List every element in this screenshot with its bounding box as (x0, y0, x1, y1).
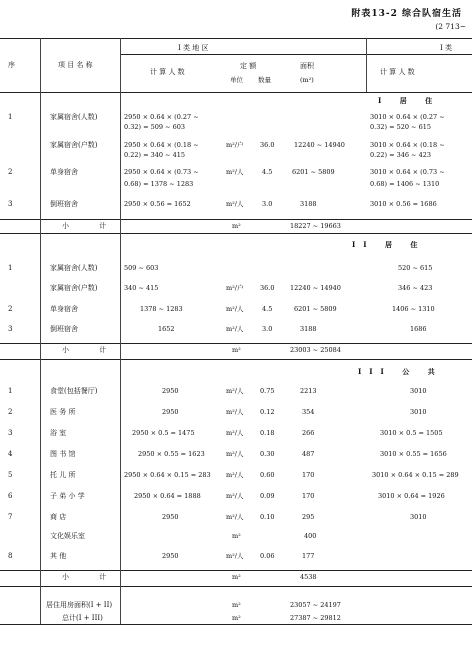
row-calc-a: 2950 × 0.55 = 1623 (138, 450, 205, 458)
row-qty: 0.09 (260, 492, 275, 500)
section-3-title: III 公 共 (358, 367, 443, 376)
subtotal-area: 23003 ~ 25084 (290, 346, 341, 354)
row-item: 食堂(包括餐厅) (50, 387, 98, 395)
row-area: 487 (302, 450, 315, 458)
section-2-title: II 居 住 (352, 240, 426, 249)
row-calc-b: 3010 × 0.64 = 1926 (378, 492, 445, 500)
row-calc-b-2: 0.68) = 1406 ~ 1310 (370, 180, 440, 188)
row-qty: 0.30 (260, 450, 275, 458)
row-seq: 3 (8, 429, 13, 437)
row-unit: m²/人 (226, 471, 244, 479)
row-item: 托 儿 所 (50, 471, 76, 479)
row-qty: 4.5 (262, 305, 273, 313)
row-calc-b: 3010 × 0.5 = 1505 (380, 429, 443, 437)
row-seq: 4 (8, 450, 13, 458)
row-calc-a: 2950 × 0.64 × (0.27 ~ (124, 113, 199, 121)
subtotal-label: 小 计 (62, 222, 121, 230)
row-unit: m²/人 (226, 513, 244, 521)
row-calc-a: 2950 × 0.5 = 1475 (132, 429, 195, 437)
total-label-1: 居住用房面积(I + II) (46, 601, 113, 609)
row-qty: 0.10 (260, 513, 275, 521)
row-calc-a: 1378 ~ 1283 (140, 305, 183, 313)
row-calc-b: 3010 (410, 513, 427, 521)
row-area: 2213 (300, 387, 317, 395)
col-rule-2 (120, 38, 121, 624)
row-unit: m²/人 (226, 200, 244, 208)
row-qty: 4.5 (262, 168, 273, 176)
row-calc-a: 2950 × 0.64 × (0.18 ~ (124, 141, 199, 149)
row-qty: 0.06 (260, 552, 275, 560)
total-unit-1: m² (232, 601, 241, 609)
row-calc-b-2: 0.22) = 346 ~ 423 (370, 151, 431, 159)
col-rule-1 (40, 38, 41, 624)
row-seq: 2 (8, 168, 13, 176)
row-unit: m²/人 (226, 408, 244, 416)
row-item: 浴 室 (50, 429, 67, 437)
row-area: 170 (302, 492, 315, 500)
subtotal-unit: m² (232, 222, 241, 230)
row-unit: m² (232, 532, 241, 540)
row-area: 12240 ~ 14940 (294, 141, 345, 149)
row-seq: 3 (8, 200, 13, 208)
row-qty: 0.12 (260, 408, 275, 416)
subtotal-rule-1b (0, 233, 472, 234)
row-qty: 3.0 (262, 325, 273, 333)
row-calc-b: 3010 × 0.56 = 1686 (370, 200, 437, 208)
row-item: 家属宿舍(人数) (50, 264, 98, 272)
row-seq: 2 (8, 408, 13, 416)
subtotal-rule-3b (0, 586, 472, 587)
subtotal-rule-2a (0, 343, 472, 344)
row-seq: 8 (8, 552, 13, 560)
row-qty: 0.75 (260, 387, 275, 395)
row-item: 其 他 (50, 552, 67, 560)
section-1-title: I 居 住 (378, 96, 441, 105)
row-item: 倒班宿舍 (50, 325, 78, 333)
table-subtitle: (2 713~ (435, 22, 466, 31)
subtotal-area: 18227 ~ 19663 (290, 222, 341, 230)
row-item: 家属宿舍(人数) (50, 113, 98, 121)
row-calc-b: 3010 × 0.64 × 0.15 = 289 (372, 471, 459, 479)
header-quota: 定 额 (240, 62, 257, 70)
row-area: 400 (304, 532, 317, 540)
row-area: 295 (302, 513, 315, 521)
row-seq: 5 (8, 471, 13, 479)
row-qty: 36.0 (260, 284, 275, 292)
row-seq: 1 (8, 264, 13, 272)
row-calc-b: 3010 × 0.64 × (0.18 ~ (370, 141, 445, 149)
row-area: 177 (302, 552, 315, 560)
row-unit: m²/人 (226, 168, 244, 176)
row-unit: m²/人 (226, 552, 244, 560)
row-unit: m²/人 (226, 325, 244, 333)
row-unit: m²/人 (226, 450, 244, 458)
row-seq: 2 (8, 305, 13, 313)
row-area: 6201 ~ 5809 (294, 305, 337, 313)
row-area: 6201 ~ 5809 (292, 168, 335, 176)
total-area-1: 23057 ~ 24197 (290, 601, 341, 609)
row-calc-a: 2950 (162, 408, 179, 416)
row-item: 倒班宿舍 (50, 200, 78, 208)
row-item: 图 书 馆 (50, 450, 76, 458)
row-calc-b: 3010 × 0.64 × (0.73 ~ (370, 168, 445, 176)
row-item: 商 店 (50, 513, 67, 521)
row-unit: m²/户 (226, 141, 244, 149)
row-calc-a: 509 ~ 603 (124, 264, 159, 272)
row-item: 家属宿舍(户数) (50, 284, 98, 292)
row-qty: 0.18 (260, 429, 275, 437)
row-seq: 6 (8, 492, 13, 500)
row-calc-b: 3010 (410, 387, 427, 395)
header-qty: 数量 (258, 76, 271, 84)
header-seq: 序 (8, 61, 15, 69)
row-calc-a: 2950 (162, 387, 179, 395)
row-calc-b: 3010 × 0.55 = 1656 (380, 450, 447, 458)
top-rule (0, 38, 472, 39)
row-calc-a-2: 0.32) = 509 ~ 603 (124, 123, 185, 131)
row-unit: m²/人 (226, 429, 244, 437)
row-qty: 0.60 (260, 471, 275, 479)
subtotal-unit: m² (232, 346, 241, 354)
subtotal-label: 小 计 (62, 346, 121, 354)
subtotal-unit: m² (232, 573, 241, 581)
row-calc-a: 2950 × 0.56 = 1652 (124, 200, 191, 208)
subtotal-rule-3a (0, 570, 472, 571)
header-unit: 单位 (230, 76, 243, 84)
row-area: 12240 ~ 14940 (290, 284, 341, 292)
row-qty: 36.0 (260, 141, 275, 149)
row-unit: m²/户 (226, 284, 244, 292)
row-item: 文化娱乐室 (50, 532, 85, 540)
row-item: 单身宿舍 (50, 168, 78, 176)
row-qty: 3.0 (262, 200, 273, 208)
row-calc-a: 2950 (162, 552, 179, 560)
bottom-rule (0, 624, 472, 625)
row-area: 266 (302, 429, 315, 437)
subtotal-rule-1a (0, 219, 472, 220)
subtotal-rule-2b (0, 359, 472, 360)
row-area: 354 (302, 408, 315, 416)
row-calc-a: 2950 × 0.64 × (0.73 ~ (124, 168, 199, 176)
table-title: 附表13-2 综合队宿生活 (351, 9, 462, 19)
row-calc-b: 3010 (410, 408, 427, 416)
row-calc-a-2: 0.22) = 340 ~ 415 (124, 151, 185, 159)
subtotal-label: 小 计 (62, 573, 121, 581)
row-item: 医 务 所 (50, 408, 76, 416)
subtotal-area: 4538 (300, 573, 317, 581)
row-item: 单身宿舍 (50, 305, 78, 313)
row-calc-b: 520 ~ 615 (398, 264, 433, 272)
row-unit: m²/人 (226, 492, 244, 500)
row-area: 170 (302, 471, 315, 479)
row-unit: m²/人 (226, 387, 244, 395)
row-item: 子 弟 小 学 (50, 492, 85, 500)
header-calc-1: 计 算 人 数 (150, 68, 185, 76)
total-label-2: 总计(I + III) (62, 614, 103, 622)
row-calc-a: 340 ~ 415 (124, 284, 159, 292)
header-calc-2: 计 算 人 数 (380, 68, 415, 76)
row-area: 3188 (300, 200, 317, 208)
col-rule-3 (366, 38, 367, 92)
row-area: 3188 (300, 325, 317, 333)
row-calc-a: 2950 (162, 513, 179, 521)
row-seq: 3 (8, 325, 13, 333)
row-unit: m²/人 (226, 305, 244, 313)
row-seq: 1 (8, 113, 13, 121)
row-calc-a: 2950 × 0.64 = 1888 (134, 492, 201, 500)
row-item: 家属宿舍(户数) (50, 141, 98, 149)
header-item: 项 目 名 称 (58, 61, 93, 69)
header-area: 面积 (300, 62, 314, 70)
total-area-2: 27387 ~ 29812 (290, 614, 341, 622)
row-seq: 1 (8, 387, 13, 395)
header-group-2: I 类 (440, 44, 452, 52)
row-calc-a: 1652 (158, 325, 175, 333)
row-seq: 7 (8, 513, 13, 521)
row-calc-b: 1406 ~ 1310 (392, 305, 435, 313)
total-unit-2: m² (232, 614, 241, 622)
row-calc-b: 346 ~ 423 (398, 284, 433, 292)
row-calc-b-2: 0.32) = 520 ~ 615 (370, 123, 431, 131)
row-calc-a: 2950 × 0.64 × 0.15 = 283 (124, 471, 211, 479)
header-group-1: I 类 地 区 (178, 44, 209, 52)
row-calc-b: 3010 × 0.64 × (0.27 ~ (370, 113, 445, 121)
row-calc-a-2: 0.68) = 1378 ~ 1283 (124, 180, 194, 188)
header-area-unit: (m²) (300, 76, 314, 84)
header-bottom-rule (0, 92, 472, 93)
row-calc-b: 1686 (410, 325, 427, 333)
header-inner-rule (120, 54, 472, 55)
